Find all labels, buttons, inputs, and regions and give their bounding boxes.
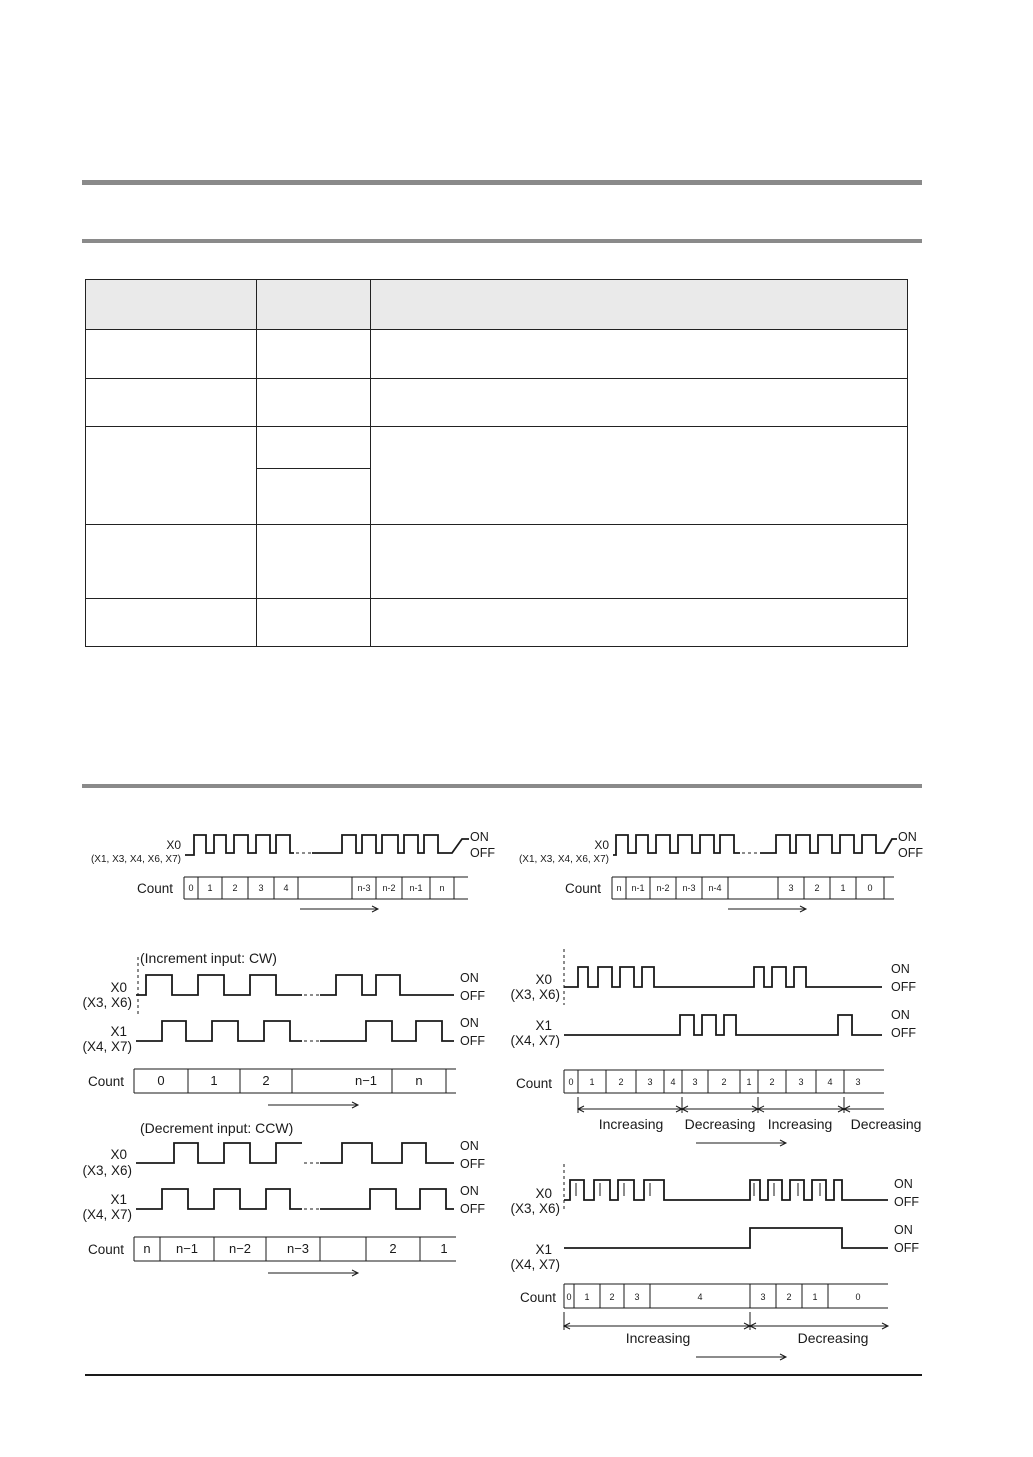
count-track xyxy=(184,877,468,899)
x1-label: X1 xyxy=(110,1192,127,1207)
x1-label: X1 xyxy=(535,1018,552,1033)
x1-inputs-label: (X4, X7) xyxy=(510,1257,560,1272)
table-cell xyxy=(257,427,371,469)
count-track xyxy=(134,1069,456,1093)
time-direction-arrow xyxy=(696,1354,786,1360)
count-value: 0 xyxy=(566,1292,572,1302)
x0-waveform xyxy=(564,967,882,987)
x1-label: X1 xyxy=(110,1024,127,1039)
on-label: ON xyxy=(891,1008,910,1022)
count-value: 1 xyxy=(584,1292,590,1302)
x1-inputs-label: (X4, X7) xyxy=(82,1207,132,1222)
table-cell xyxy=(86,427,257,525)
off-label: OFF xyxy=(891,1026,916,1040)
count-value: 3 xyxy=(760,1292,766,1302)
rising-edge-arrows xyxy=(194,838,424,851)
count-value: n−3 xyxy=(286,1241,310,1256)
count-label: Count xyxy=(137,881,174,896)
count-value: 1 xyxy=(840,883,846,893)
time-direction-arrow xyxy=(268,1270,358,1276)
off-label: OFF xyxy=(460,989,485,1003)
table-row xyxy=(86,379,908,427)
x0-label: X0 xyxy=(535,1186,552,1201)
table-row xyxy=(86,427,908,469)
x1-inputs-label: (X4, X7) xyxy=(510,1033,560,1048)
x0-inputs-label: (X3, X6) xyxy=(510,1201,560,1216)
table-cell xyxy=(86,379,257,427)
x0-inputs-label: (X3, X6) xyxy=(510,987,560,1002)
cw-ccw-diagram xyxy=(80,945,500,1285)
section-rule-middle xyxy=(82,239,922,243)
table-cell xyxy=(371,330,908,379)
on-label: ON xyxy=(891,962,910,976)
x1-waveform xyxy=(564,1015,882,1035)
table-cell xyxy=(257,525,371,599)
count-value: n xyxy=(616,883,622,893)
time-direction-arrow xyxy=(728,906,806,912)
cw-arrows xyxy=(146,978,376,991)
table-cell xyxy=(86,599,257,647)
ccw-note: (Decrement input: CCW) xyxy=(140,1120,294,1136)
section-rule-diagrams xyxy=(82,784,922,788)
cw-arrows-down xyxy=(186,1023,442,1037)
count-value: n xyxy=(439,883,445,893)
table-cell xyxy=(371,525,908,599)
count-value: 1 xyxy=(210,1073,218,1088)
table-row xyxy=(86,525,908,599)
direction-label: Increasing xyxy=(767,1116,833,1132)
count-label: Count xyxy=(88,1074,125,1089)
count-value: 2 xyxy=(769,1077,775,1087)
count-value: 2 xyxy=(609,1292,615,1302)
off-label: OFF xyxy=(460,1034,485,1048)
table-cell xyxy=(257,469,371,525)
count-value: 1 xyxy=(207,883,213,893)
header-cell xyxy=(86,280,257,330)
count-value: n-1 xyxy=(409,883,423,893)
on-label: ON xyxy=(894,1223,913,1237)
count-value: 4 xyxy=(827,1077,833,1087)
x0-inputs-label: (X3, X6) xyxy=(82,1163,132,1178)
x0-label: X0 xyxy=(166,838,181,852)
count-value: 2 xyxy=(262,1073,270,1088)
off-label: OFF xyxy=(898,846,923,860)
footer-rule xyxy=(85,1374,922,1376)
off-label: OFF xyxy=(894,1195,919,1209)
ccw-arrows xyxy=(162,1192,420,1205)
count-value: n xyxy=(415,1073,423,1088)
x0-label: X0 xyxy=(594,838,609,852)
x0-waveform xyxy=(564,1180,888,1200)
off-label: OFF xyxy=(470,846,495,860)
count-value: 0 xyxy=(157,1073,165,1088)
direction-controlled-diagram xyxy=(508,1160,928,1365)
off-label: OFF xyxy=(460,1202,485,1216)
x0-arrows xyxy=(578,970,794,983)
table-cell xyxy=(371,379,908,427)
on-label: ON xyxy=(460,1184,479,1198)
table-row xyxy=(86,599,908,647)
count-track xyxy=(612,877,894,899)
count-value: 3 xyxy=(692,1077,698,1087)
one-phase-decrement-diagram xyxy=(508,825,928,920)
cw-note: (Increment input: CW) xyxy=(140,950,277,966)
table-cell xyxy=(86,330,257,379)
count-value: 1 xyxy=(812,1292,818,1302)
off-label: OFF xyxy=(891,980,916,994)
on-label: ON xyxy=(460,971,479,985)
on-label: ON xyxy=(470,830,489,844)
count-value: 4 xyxy=(670,1077,676,1087)
table-header-row xyxy=(86,280,908,330)
count-track-break xyxy=(320,1237,366,1261)
count-value: n-3 xyxy=(682,883,696,893)
time-direction-arrow xyxy=(696,1140,786,1146)
count-value: n xyxy=(143,1241,151,1256)
x1-arrows xyxy=(680,1018,838,1031)
direction-label: Increasing xyxy=(625,1330,691,1346)
count-value: 0 xyxy=(188,883,194,893)
updown-pulse-diagram xyxy=(508,945,928,1150)
header-cell xyxy=(257,280,371,330)
count-value: 3 xyxy=(258,883,264,893)
on-label: ON xyxy=(898,830,917,844)
table-cell xyxy=(371,427,908,525)
count-value: n-3 xyxy=(357,883,371,893)
table-cell xyxy=(257,379,371,427)
count-value: n−1 xyxy=(175,1241,199,1256)
count-value: 1 xyxy=(589,1077,595,1087)
on-label: ON xyxy=(460,1139,479,1153)
spec-table xyxy=(85,279,908,647)
table-cell xyxy=(371,599,908,647)
table-cell xyxy=(257,599,371,647)
count-value: 2 xyxy=(814,883,820,893)
off-label: OFF xyxy=(460,1157,485,1171)
off-label: OFF xyxy=(894,1241,919,1255)
count-label: Count xyxy=(88,1242,125,1257)
count-value: 4 xyxy=(283,883,289,893)
count-label: Count xyxy=(565,881,602,896)
section-rule-top xyxy=(82,180,922,185)
x0-ccw-waveform xyxy=(136,1143,454,1163)
count-value: n-4 xyxy=(708,883,722,893)
x0-arrows xyxy=(576,1183,820,1196)
x1-inputs-label: (X4, X7) xyxy=(82,1039,132,1054)
time-direction-arrow xyxy=(300,906,378,912)
count-value: n−2 xyxy=(228,1241,252,1256)
direction-label: Decreasing xyxy=(797,1330,869,1346)
direction-ranges xyxy=(578,1097,884,1113)
x0-pulse-waveform xyxy=(185,835,469,855)
count-value: n-2 xyxy=(382,883,396,893)
x0-inputs-label: (X1, X3, X4, X6, X7) xyxy=(90,854,181,865)
table-cell xyxy=(86,525,257,599)
table-row xyxy=(86,330,908,379)
header-cell xyxy=(371,280,908,330)
on-label: ON xyxy=(894,1177,913,1191)
count-track-break xyxy=(728,877,778,899)
x0-label: X0 xyxy=(110,980,127,995)
time-direction-arrow xyxy=(268,1102,358,1108)
count-label: Count xyxy=(520,1290,557,1305)
x0-label: X0 xyxy=(535,972,552,987)
x1-ccw-waveform xyxy=(136,1189,454,1209)
count-value: 3 xyxy=(647,1077,653,1087)
count-value: 3 xyxy=(634,1292,640,1302)
count-value: 3 xyxy=(788,883,794,893)
count-value: 2 xyxy=(786,1292,792,1302)
direction-label: Decreasing xyxy=(684,1116,756,1132)
count-value: 4 xyxy=(697,1292,703,1302)
count-track-break xyxy=(298,877,352,899)
on-label: ON xyxy=(460,1016,479,1030)
count-value: 2 xyxy=(232,883,238,893)
count-value: 2 xyxy=(721,1077,727,1087)
x0-cw-waveform xyxy=(136,975,454,995)
direction-label: Decreasing xyxy=(850,1116,922,1132)
x0-inputs-label: (X3, X6) xyxy=(82,995,132,1010)
count-value: 0 xyxy=(568,1077,574,1087)
count-value: n−1 xyxy=(354,1073,378,1088)
x1-label: X1 xyxy=(535,1242,552,1257)
count-label: Count xyxy=(516,1076,553,1091)
count-value: 1 xyxy=(440,1241,448,1256)
count-value: n-2 xyxy=(656,883,670,893)
table-cell xyxy=(257,330,371,379)
x1-cw-waveform xyxy=(136,1021,454,1041)
x0-inputs-label: (X1, X3, X4, X6, X7) xyxy=(518,854,609,865)
count-value: 2 xyxy=(389,1241,397,1256)
count-value: n-1 xyxy=(631,883,645,893)
count-value: 1 xyxy=(746,1077,752,1087)
one-phase-increment-diagram xyxy=(80,825,500,920)
count-value: 3 xyxy=(855,1077,861,1087)
direction-label: Increasing xyxy=(598,1116,664,1132)
count-value: 0 xyxy=(867,883,873,893)
count-track-break xyxy=(292,1069,342,1093)
count-value: 2 xyxy=(618,1077,624,1087)
count-value: 3 xyxy=(798,1077,804,1087)
direction-ranges xyxy=(564,1312,888,1330)
count-value: 0 xyxy=(855,1292,861,1302)
x0-label: X0 xyxy=(110,1147,127,1162)
x1-waveform xyxy=(564,1228,888,1248)
